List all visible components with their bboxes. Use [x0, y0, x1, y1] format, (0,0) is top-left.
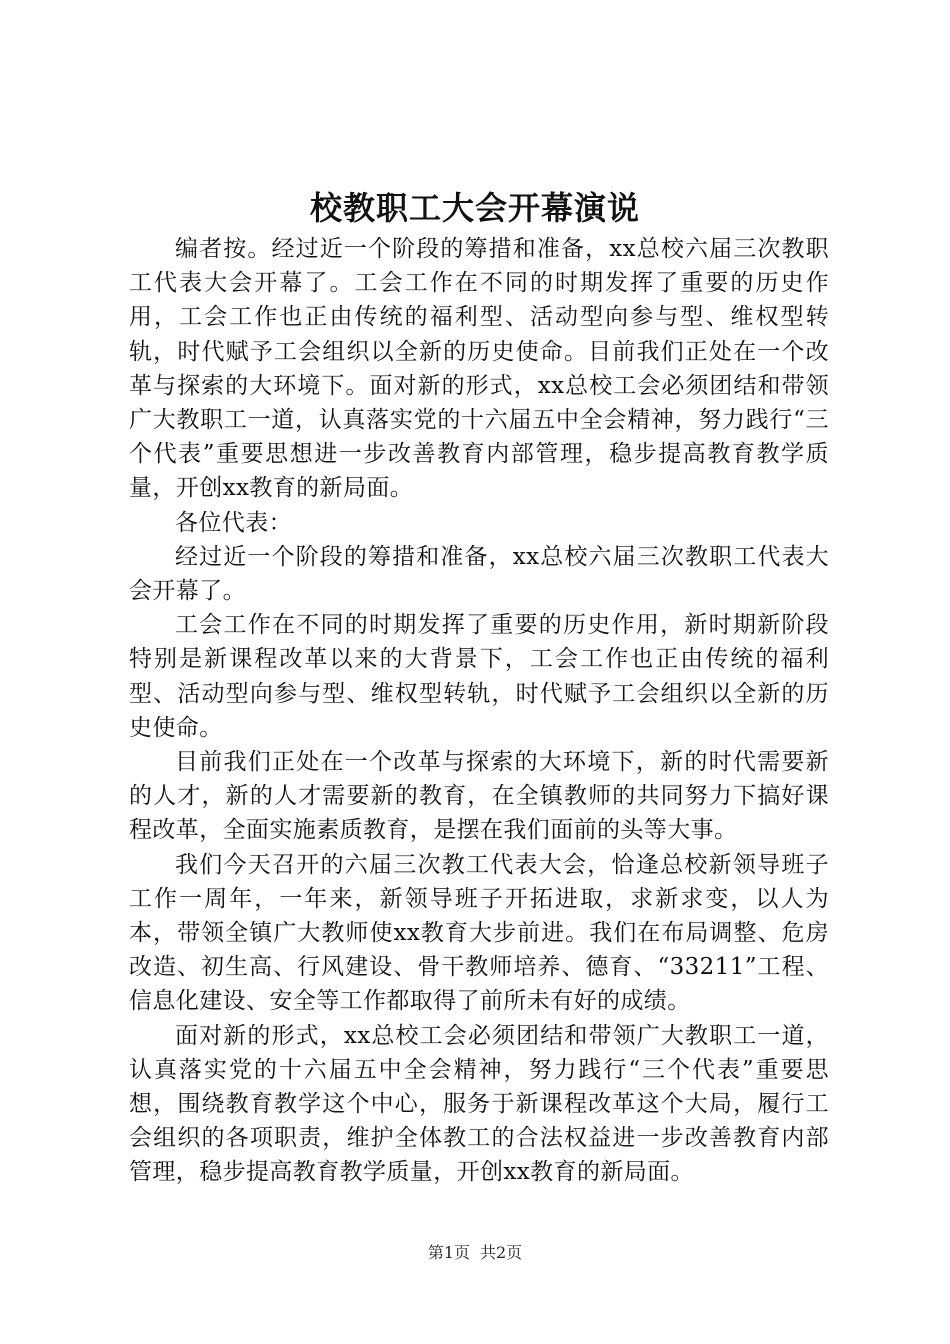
body-paragraph: 工会工作在不同的时期发挥了重要的历史作用，新时期新阶段特别是新课程改革以来的大背景下，工会工作也正由传统的福利型、活动型向参与型、维权型转轨，时代赋予工会组织以全新的历史使命。 [129, 612, 829, 741]
document-body [129, 232, 829, 1190]
body-paragraph: 经过近一个阶段的筹措和准备，xx总校六届三次教职工代表大会开幕了。 [129, 543, 829, 605]
body-paragraph: 我们今天召开的六届三次教工代表大会，恰逢总校新领导班子工作一周年，一年来，新领导班子开拓进取，求新求变，以人为本，带领全镇广大教师使xx教育大步前进。我们在布局调整、危房改造、初生高、行风建设、骨干教师培养、德育、“33211”工程、信息化建设、安全等工作都取得了前所未有好的成绩。 [129, 851, 829, 1015]
document-title: 校教职工大会开幕演说 [309, 189, 640, 227]
salutation-paragraph: 各位代表： [175, 509, 292, 536]
page-number: 第1页 [427, 1243, 470, 1262]
page-footer [0, 1242, 950, 1264]
body-paragraph: 面对新的形式，xx总校工会必须团结和带领广大教职工一道，认真落实党的十六届五中全会精神，努力践行“三个代表”重要思想，围绕教育教学这个中心，服务于新课程改革这个大局，履行工会组织的各项职责，维护全体教工的合法权益进一步改善教育内部管理，稳步提高教育教学质量，开创xx教育的新局面。 [129, 1022, 829, 1186]
body-paragraph: 目前我们正处在一个改革与探索的大环境下，新的时代需要新的人才，新的人才需要新的教育，在全镇教师的共同努力下搞好课程改革，全面实施素质教育，是摆在我们面前的头等大事。 [129, 749, 829, 844]
page-total: 共2页 [480, 1243, 523, 1262]
editor-note-paragraph: 编者按。经过近一个阶段的筹措和准备，xx总校六届三次教职工代表大会开幕了。工会工作在不同的时期发挥了重要的历史作用，工会工作也正由传统的福利型、活动型向参与型、维权型转轨，时代赋予工会组织以全新的历史使命。目前我们正处在一个改革与探索的大环境下。面对新的形式，xx总校工会必须团结和带领广大教职工一道，认真落实党的十六届五中全会精神，努力践行“三个代表”重要思想进一步改善教育内部管理，稳步提高教育教学质量，开创xx教育的新局面。 [129, 236, 829, 502]
